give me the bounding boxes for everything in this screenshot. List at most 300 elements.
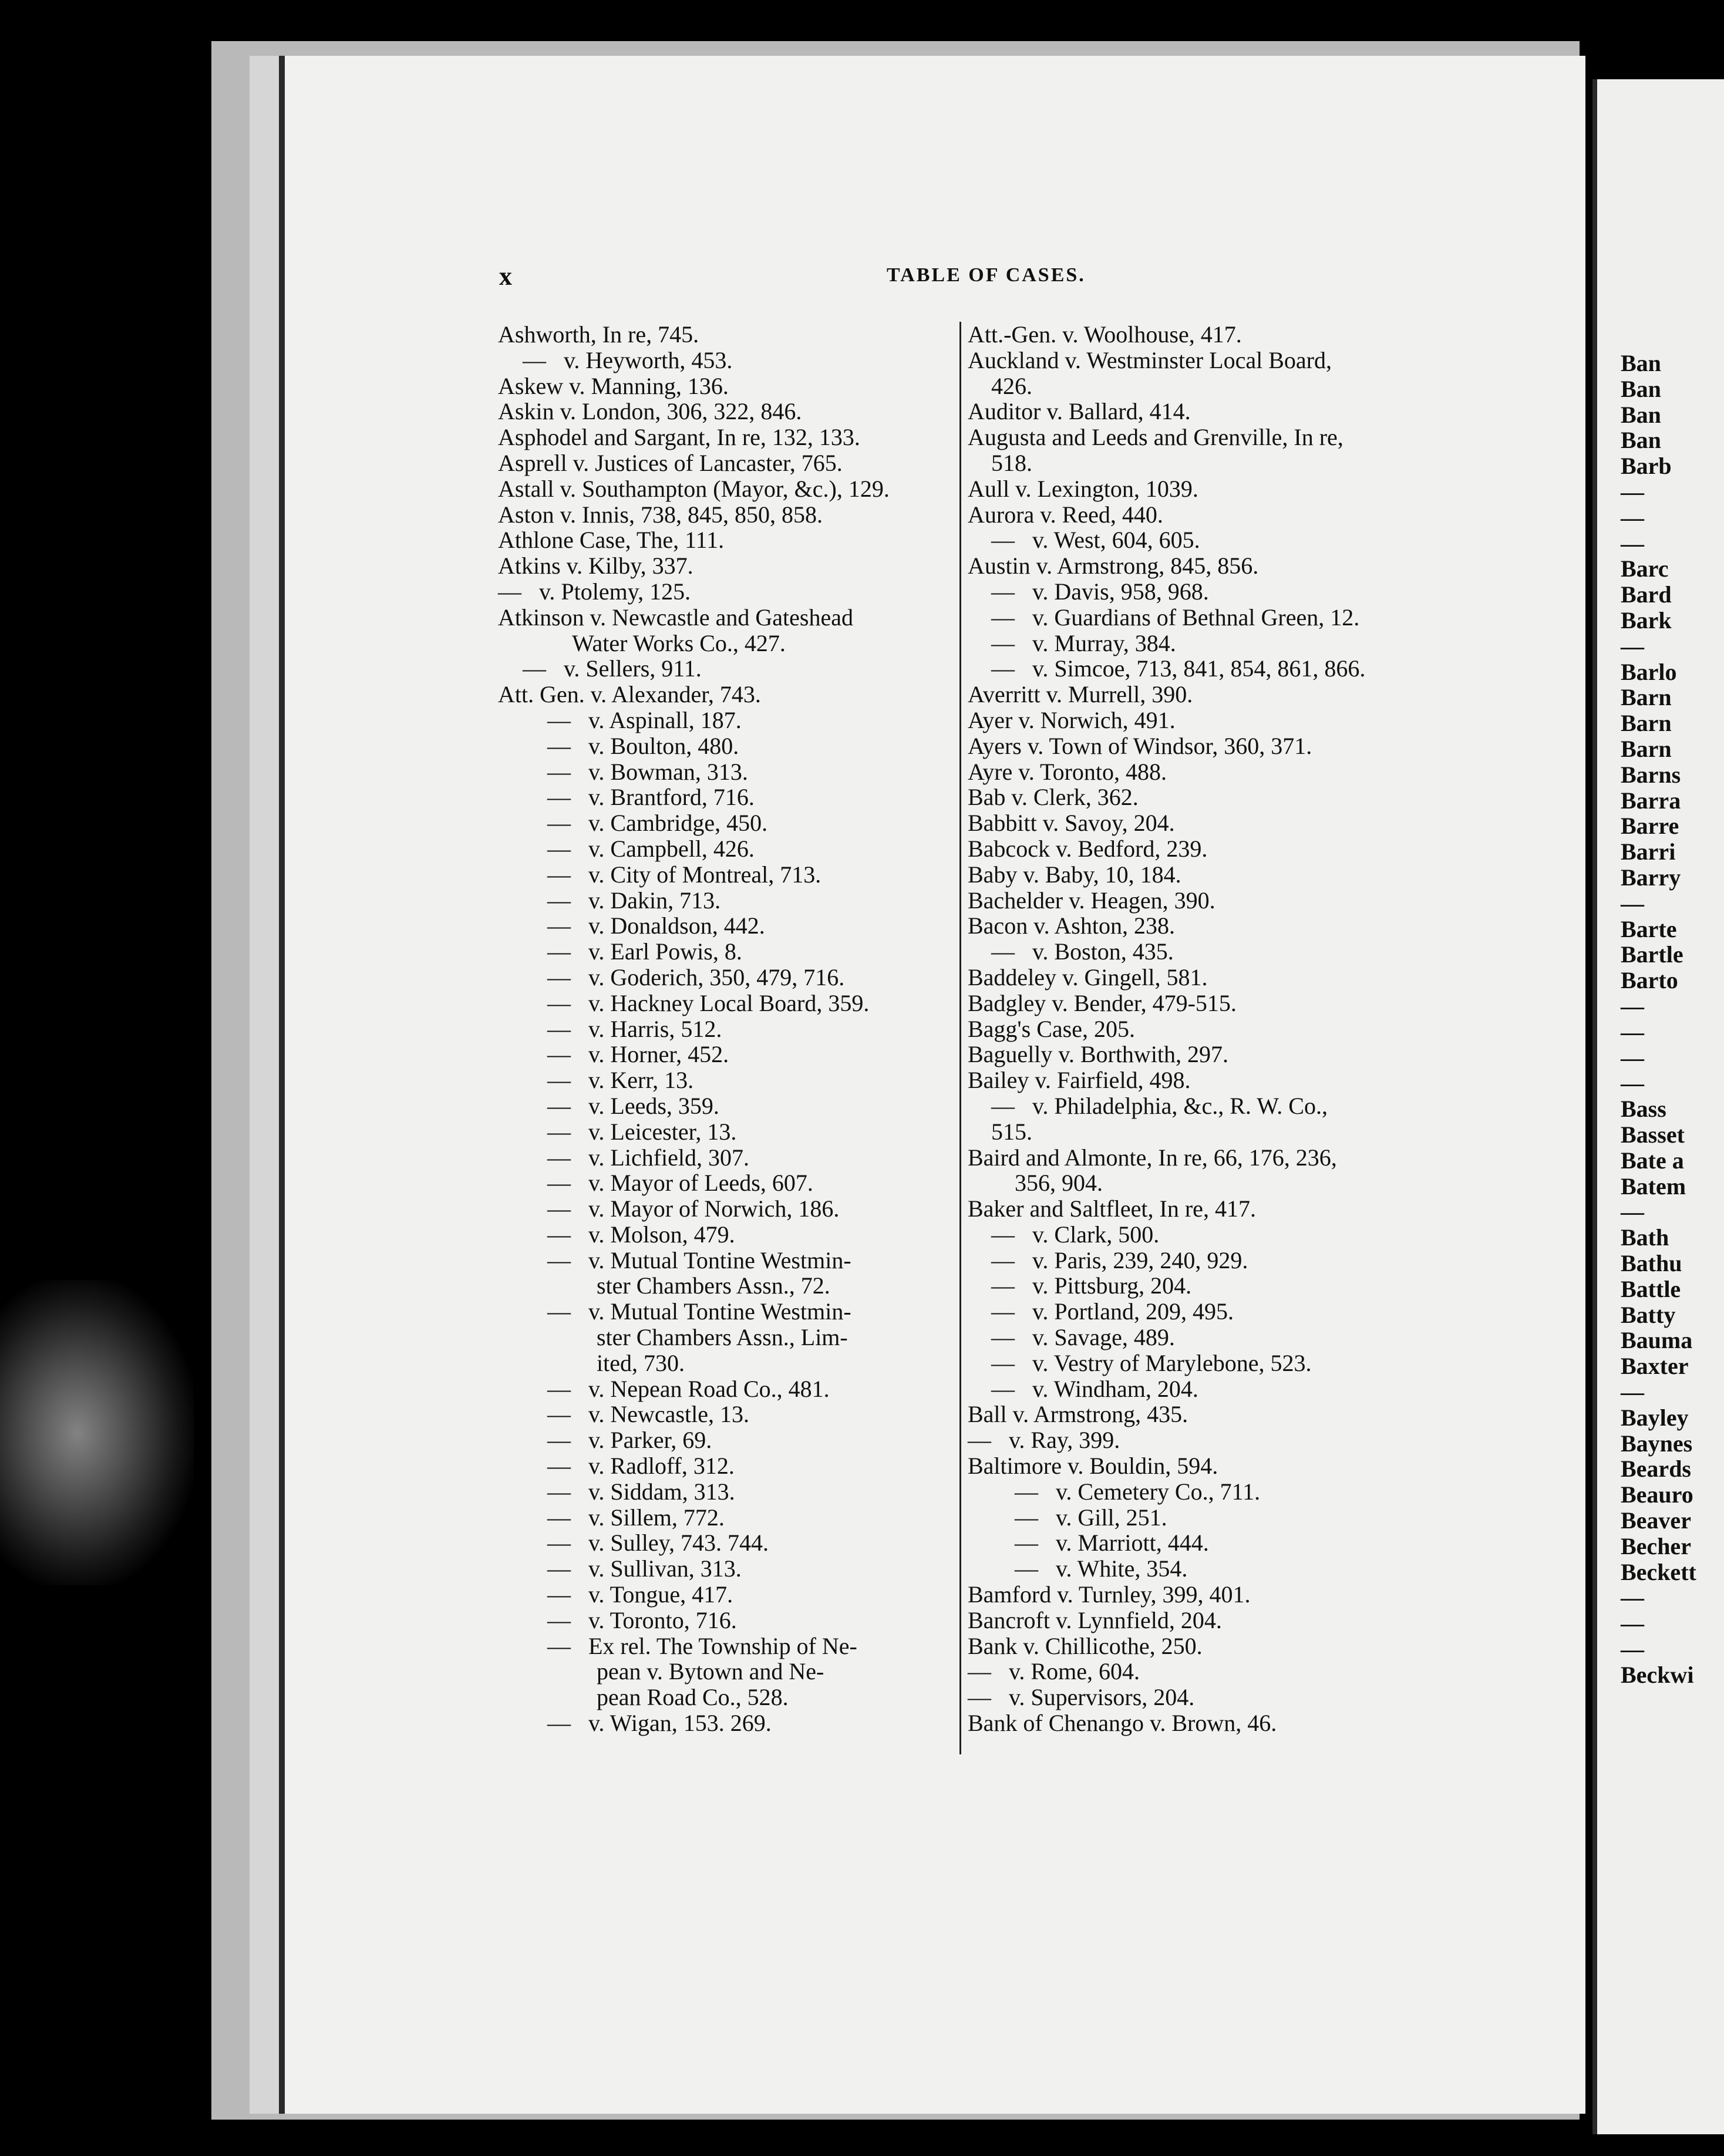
next-page-entry-fragment: Beckwi: [1621, 1661, 1694, 1688]
index-entry: [968, 1042, 1479, 1067]
next-page-entry-fragment: Barre: [1621, 813, 1679, 840]
entry-text: v. Pittsburg, 204.: [1032, 1272, 1192, 1299]
entry-text: v. Horner, 452.: [588, 1041, 729, 1068]
index-entry: [968, 913, 1479, 939]
entry-text: v. Rome, 604.: [1009, 1658, 1140, 1685]
entry-text: Ball v. Armstrong, 435.: [968, 1401, 1188, 1428]
index-entry: [968, 527, 1479, 553]
entry-text: Atkins v. Kilby, 337.: [498, 553, 693, 580]
index-entry: [968, 502, 1479, 528]
index-entry: [968, 836, 1479, 862]
entry-text: v. Sullivan, 313.: [588, 1555, 742, 1582]
index-entry: [968, 476, 1479, 502]
index-entry: [498, 1093, 968, 1119]
index-entry: [498, 1530, 968, 1556]
entry-text: v. Toronto, 716.: [588, 1606, 737, 1633]
ditto-dash: —: [1015, 1478, 1038, 1505]
index-entry: [498, 1325, 968, 1350]
index-entry: [968, 1093, 1479, 1119]
next-page-entry-fragment: Bartle: [1621, 941, 1683, 968]
entry-text: Austin v. Armstrong, 845, 856.: [968, 553, 1259, 580]
ditto-dash: —: [991, 1324, 1015, 1351]
ditto-dash: —: [547, 1632, 571, 1659]
index-entry: [498, 322, 968, 348]
index-entry: [968, 1376, 1479, 1402]
ditto-dash: —: [547, 1118, 571, 1145]
index-entry: [498, 1145, 968, 1171]
entry-text: v. Marriott, 444.: [1056, 1530, 1209, 1557]
entry-text: v. Sellers, 911.: [564, 655, 702, 682]
ditto-dash: —: [547, 1375, 571, 1402]
index-entry: [968, 939, 1479, 965]
index-entry: [968, 1016, 1479, 1042]
next-page-entry-fragment: —: [1621, 1018, 1644, 1045]
index-entry: [968, 1325, 1479, 1350]
entry-text: v. White, 354.: [1056, 1555, 1188, 1582]
ditto-dash: —: [1015, 1504, 1038, 1531]
index-entry: [498, 527, 968, 553]
ditto-dash: —: [991, 1247, 1015, 1274]
column-divider: [959, 322, 961, 1754]
entry-text: v. Mayor of Norwich, 186.: [588, 1195, 840, 1222]
index-entry: [498, 1479, 968, 1505]
entry-text: Badgley v. Bender, 479-515.: [968, 989, 1237, 1016]
next-page-entry-fragment: —: [1621, 1610, 1644, 1637]
index-entry: [968, 1170, 1479, 1196]
entry-text: v. Bowman, 313.: [588, 758, 748, 785]
entry-text: v. Newcastle, 13.: [588, 1401, 749, 1428]
ditto-dash: —: [991, 938, 1015, 965]
next-page-entry-fragment: —: [1621, 1636, 1644, 1662]
index-entry: [968, 1633, 1479, 1659]
entry-text: v. Vestry of Marylebone, 523.: [1032, 1349, 1312, 1376]
entry-text: v. Wigan, 153. 269.: [588, 1710, 772, 1737]
index-entry: [498, 373, 968, 399]
index-entry: [968, 1299, 1479, 1325]
next-page-entry-fragment: Basset: [1621, 1121, 1685, 1148]
entry-text: v. Kerr, 13.: [588, 1067, 694, 1094]
next-page-entry-fragment: Barns: [1621, 761, 1681, 788]
entry-text: v. Earl Powis, 8.: [588, 938, 742, 965]
ditto-dash: —: [547, 989, 571, 1016]
ditto-dash: —: [547, 1555, 571, 1582]
entry-text: v. Mutual Tontine Westmin-: [588, 1298, 851, 1325]
index-entry: [968, 1273, 1479, 1299]
next-page-entry-fragment: Bass: [1621, 1096, 1666, 1123]
entry-text: v. Simcoe, 713, 841, 854, 861, 866.: [1032, 655, 1366, 682]
index-entry: [498, 1273, 968, 1299]
entry-text: v. Clark, 500.: [1032, 1221, 1160, 1248]
ditto-dash: —: [991, 1221, 1015, 1248]
next-page-fragment: [1592, 79, 1724, 2134]
ditto-dash: —: [968, 1658, 991, 1685]
ditto-dash: —: [547, 835, 571, 862]
next-page-entry-fragment: Barra: [1621, 787, 1681, 814]
index-entry: [498, 348, 968, 373]
entry-text: v. Cemetery Co., 711.: [1056, 1478, 1261, 1505]
index-entry: [498, 502, 968, 528]
next-page-entry-fragment: Bayley: [1621, 1404, 1689, 1431]
ditto-dash: —: [547, 1170, 571, 1197]
index-entry: [498, 1067, 968, 1093]
ditto-dash: —: [547, 1221, 571, 1248]
entry-text: v. Harris, 512.: [588, 1015, 722, 1042]
index-entry: [498, 1042, 968, 1067]
entry-text: v. Sillem, 772.: [588, 1504, 725, 1531]
ditto-dash: —: [991, 578, 1015, 605]
entry-text: Baguelly v. Borthwith, 297.: [968, 1041, 1229, 1068]
entry-text: Baird and Almonte, In re, 66, 176, 236,: [968, 1144, 1337, 1171]
entry-text: Bank of Chenango v. Brown, 46.: [968, 1710, 1277, 1737]
next-page-entry-fragment: Barn: [1621, 736, 1672, 762]
next-page-entry-fragment: —: [1621, 479, 1644, 505]
ditto-dash: —: [498, 578, 521, 605]
entry-text: v. Guardians of Bethnal Green, 12.: [1032, 604, 1360, 631]
entry-text: v. Nepean Road Co., 481.: [588, 1375, 830, 1402]
index-entry: [498, 579, 968, 605]
entry-text: Baltimore v. Bouldin, 594.: [968, 1453, 1218, 1480]
entry-text: Auditor v. Ballard, 414.: [968, 398, 1191, 425]
index-entry: [968, 1530, 1479, 1556]
entry-text: v. Dakin, 713.: [588, 887, 721, 914]
next-page-entry-fragment: Ban: [1621, 401, 1661, 428]
ditto-dash: —: [523, 655, 546, 682]
next-page-entry-fragment: Bard: [1621, 581, 1672, 608]
ditto-dash: —: [1015, 1530, 1038, 1557]
index-entry: [968, 1222, 1479, 1248]
film-stain: [0, 1280, 194, 1585]
ditto-dash: —: [547, 1530, 571, 1557]
entry-text: Asprell v. Justices of Lancaster, 765.: [498, 449, 843, 476]
next-page-entry-fragment: Bauma: [1621, 1327, 1693, 1354]
ditto-dash: —: [991, 1272, 1015, 1299]
next-page-entry-fragment: Beauro: [1621, 1481, 1693, 1508]
next-page-entry-fragment: Ban: [1621, 375, 1661, 402]
index-entry: [498, 862, 968, 888]
next-page-entry-fragment: —: [1621, 1198, 1644, 1225]
index-entry: [968, 862, 1479, 888]
entry-text: Augusta and Leeds and Grenville, In re,: [968, 424, 1343, 451]
right-column: [968, 322, 1479, 1736]
next-page-entry-fragment: Barc: [1621, 555, 1669, 582]
entry-text: Ex rel. The Township of Ne-: [588, 1632, 857, 1659]
ditto-dash: —: [547, 1606, 571, 1633]
entry-text: ster Chambers Assn., Lim-: [597, 1324, 848, 1351]
ditto-dash: —: [968, 1684, 991, 1711]
entry-text: pean v. Bytown and Ne-: [597, 1658, 824, 1685]
index-entry: [968, 348, 1479, 373]
entry-text: Bab v. Clerk, 362.: [968, 784, 1139, 811]
index-entry: [498, 1299, 968, 1325]
index-entry: [968, 1427, 1479, 1453]
entry-text: Baker and Saltfleet, In re, 417.: [968, 1195, 1256, 1222]
next-page-entry-fragment: —: [1621, 632, 1644, 659]
index-entry: [498, 399, 968, 425]
index-entry: [968, 1248, 1479, 1274]
index-entry: [498, 939, 968, 965]
index-entry: [968, 991, 1479, 1016]
entry-text: 426.: [991, 372, 1032, 399]
entry-text: v. Mutual Tontine Westmin-: [588, 1247, 851, 1274]
entry-text: v. Sulley, 743. 744.: [588, 1530, 769, 1557]
ditto-dash: —: [991, 1092, 1015, 1119]
next-page-entry-fragment: —: [1621, 890, 1644, 917]
entry-text: 515.: [991, 1118, 1032, 1145]
ditto-dash: —: [547, 964, 571, 991]
next-page-entry-fragment: Barry: [1621, 864, 1681, 891]
entry-text: v. Mayor of Leeds, 607.: [588, 1170, 813, 1197]
index-entry: [498, 1659, 968, 1685]
ditto-dash: —: [547, 810, 571, 837]
entry-text: Asphodel and Sargant, In re, 132, 133.: [498, 424, 860, 451]
ditto-dash: —: [547, 938, 571, 965]
index-entry: [968, 373, 1479, 399]
entry-text: v. Siddam, 313.: [588, 1478, 735, 1505]
entry-text: Babbitt v. Savoy, 204.: [968, 810, 1175, 837]
next-page-entry-fragment: Batty: [1621, 1301, 1676, 1328]
ditto-dash: —: [547, 784, 571, 811]
index-entry: [498, 1453, 968, 1479]
next-page-entry-fragment: Becher: [1621, 1532, 1691, 1559]
index-entry: [968, 1710, 1479, 1736]
index-entry: [498, 1710, 968, 1736]
next-page-entry-fragment: Barn: [1621, 710, 1672, 737]
ditto-dash: —: [547, 1427, 571, 1454]
entry-text: v. Ray, 399.: [1009, 1427, 1120, 1454]
index-entry: [968, 1196, 1479, 1222]
entry-text: Bagg's Case, 205.: [968, 1015, 1135, 1042]
index-entry: [968, 1505, 1479, 1531]
entry-text: Bailey v. Fairfield, 498.: [968, 1067, 1191, 1094]
ditto-dash: —: [547, 1092, 571, 1119]
index-entry: [968, 1608, 1479, 1633]
entry-text: v. Parker, 69.: [588, 1427, 712, 1454]
next-page-entry-fragment: Bath: [1621, 1224, 1669, 1251]
ditto-dash: —: [547, 1298, 571, 1325]
next-page-entry-fragment: Barte: [1621, 915, 1677, 942]
ditto-dash: —: [547, 1041, 571, 1068]
entry-text: Baby v. Baby, 10, 184.: [968, 861, 1181, 888]
entry-text: v. Davis, 958, 968.: [1032, 578, 1209, 605]
index-entry: [498, 682, 968, 708]
ditto-dash: —: [547, 1478, 571, 1505]
entry-text: v. Goderich, 350, 479, 716.: [588, 964, 845, 991]
index-entry: [968, 1119, 1479, 1145]
entry-text: Aull v. Lexington, 1039.: [968, 475, 1198, 502]
entry-text: v. Lichfield, 307.: [588, 1144, 750, 1171]
index-entry: [498, 1119, 968, 1145]
index-entry: [968, 1556, 1479, 1582]
entry-text: Bank v. Chillicothe, 250.: [968, 1632, 1203, 1659]
ditto-dash: —: [991, 629, 1015, 656]
entry-text: v. Boulton, 480.: [588, 732, 739, 759]
index-entry: [498, 991, 968, 1016]
running-title: TABLE OF CASES.: [887, 264, 1086, 286]
next-page-entry-fragment: —: [1621, 1044, 1644, 1071]
ditto-dash: —: [991, 1298, 1015, 1325]
entry-text: Bamford v. Turnley, 399, 401.: [968, 1581, 1251, 1608]
index-entry: [968, 733, 1479, 759]
index-entry: [968, 450, 1479, 476]
index-entry: [968, 759, 1479, 785]
index-entry: [968, 579, 1479, 605]
index-entry: [498, 888, 968, 914]
entry-text: Aurora v. Reed, 440.: [968, 501, 1163, 528]
index-entry: [968, 1582, 1479, 1608]
next-page-entry-fragment: Beckett: [1621, 1558, 1696, 1585]
entry-text: v. Portland, 209, 495.: [1032, 1298, 1234, 1325]
entry-text: v. Aspinall, 187.: [588, 706, 742, 733]
index-entry: [498, 810, 968, 836]
entry-text: v. West, 604, 605.: [1032, 527, 1200, 554]
ditto-dash: —: [547, 1504, 571, 1531]
entry-text: Ashworth, In re, 745.: [498, 321, 699, 348]
entry-text: v. Boston, 435.: [1032, 938, 1174, 965]
ditto-dash: —: [991, 655, 1015, 682]
index-entry: [498, 656, 968, 682]
entry-text: ited, 730.: [597, 1349, 685, 1376]
ditto-dash: —: [991, 1349, 1015, 1376]
index-entry: [968, 965, 1479, 991]
entry-text: Babcock v. Bedford, 239.: [968, 835, 1208, 862]
index-entry: [498, 784, 968, 810]
entry-text: v. Supervisors, 204.: [1009, 1684, 1195, 1711]
index-entry: [968, 784, 1479, 810]
ditto-dash: —: [523, 346, 546, 373]
entry-text: v. Molson, 479.: [588, 1221, 735, 1248]
next-page-entry-fragment: Baxter: [1621, 1353, 1689, 1380]
ditto-dash: —: [547, 1581, 571, 1608]
index-entry: [968, 1659, 1479, 1685]
ditto-dash: —: [547, 887, 571, 914]
next-page-entry-fragment: Beaver: [1621, 1507, 1691, 1534]
entry-text: Auckland v. Westminster Local Board,: [968, 346, 1332, 373]
entry-text: v. Brantford, 716.: [588, 784, 755, 811]
entry-text: v. Campbell, 426.: [588, 835, 755, 862]
index-entry: [498, 1582, 968, 1608]
index-entry: [968, 631, 1479, 656]
entry-text: v. Donaldson, 442.: [588, 912, 765, 939]
entry-text: Askin v. London, 306, 322, 846.: [498, 398, 802, 425]
next-page-entry-fragment: Barn: [1621, 684, 1672, 711]
ditto-dash: —: [547, 1015, 571, 1042]
next-page-entry-fragment: Bate a: [1621, 1147, 1684, 1174]
entry-text: Averritt v. Murrell, 390.: [968, 681, 1193, 708]
index-entry: [968, 810, 1479, 836]
index-entry: [498, 1402, 968, 1427]
index-entry: [968, 425, 1479, 450]
entry-text: v. Savage, 489.: [1032, 1324, 1175, 1351]
page-number: x: [499, 262, 512, 291]
index-entry: [968, 1350, 1479, 1376]
ditto-dash: —: [547, 1401, 571, 1428]
entry-text: Atkinson v. Newcastle and Gateshead: [498, 604, 853, 631]
entry-text: pean Road Co., 528.: [597, 1684, 789, 1711]
next-page-entry-fragment: Ban: [1621, 427, 1661, 454]
index-entry: [498, 1633, 968, 1659]
left-column: [498, 322, 968, 1736]
ditto-dash: —: [547, 1453, 571, 1480]
index-entry: [498, 450, 968, 476]
index-entry: [968, 322, 1479, 348]
index-entry: [498, 1685, 968, 1710]
entry-text: Att.-Gen. v. Woolhouse, 417.: [968, 321, 1242, 348]
next-page-entry-fragment: Battle: [1621, 1275, 1681, 1302]
index-entry: [968, 1685, 1479, 1710]
entry-text: ster Chambers Assn., 72.: [597, 1272, 830, 1299]
index-entry: [968, 1479, 1479, 1505]
entry-text: Bacon v. Ashton, 238.: [968, 912, 1175, 939]
index-entry: [968, 1402, 1479, 1427]
entry-text: v. Philadelphia, &c., R. W. Co.,: [1032, 1092, 1328, 1119]
next-page-entry-fragment: Barto: [1621, 967, 1678, 994]
next-page-entry-fragment: —: [1621, 504, 1644, 531]
next-page-entry-fragment: Beards: [1621, 1456, 1691, 1483]
index-entry: [498, 1427, 968, 1453]
next-page-entry-fragment: Bathu: [1621, 1250, 1682, 1276]
ditto-dash: —: [547, 1067, 571, 1094]
next-page-entry-fragment: —: [1621, 1584, 1644, 1611]
next-page-entry-fragment: —: [1621, 1070, 1644, 1097]
index-entry: [498, 1248, 968, 1274]
entry-text: v. Leicester, 13.: [588, 1118, 737, 1145]
next-page-entry-fragment: Batem: [1621, 1173, 1686, 1200]
entry-text: Athlone Case, The, 111.: [498, 527, 725, 554]
ditto-dash: —: [991, 604, 1015, 631]
index-entry: [498, 1170, 968, 1196]
entry-text: Askew v. Manning, 136.: [498, 372, 729, 399]
ditto-dash: —: [547, 758, 571, 785]
next-page-entry-fragment: Ban: [1621, 350, 1661, 376]
entry-text: Ayre v. Toronto, 488.: [968, 758, 1167, 785]
index-entry: [498, 1350, 968, 1376]
index-entry: [498, 913, 968, 939]
index-entry: [498, 1016, 968, 1042]
entry-text: v. Murray, 384.: [1032, 629, 1176, 656]
index-entry: [498, 1376, 968, 1402]
index-entry: [498, 759, 968, 785]
index-entry: [968, 399, 1479, 425]
ditto-dash: —: [547, 861, 571, 888]
entry-text: 356, 904.: [1015, 1170, 1103, 1197]
index-entry: [968, 888, 1479, 914]
index-entry: [498, 1222, 968, 1248]
index-entry: [968, 1145, 1479, 1171]
next-page-entry-fragment: Baynes: [1621, 1430, 1693, 1457]
ditto-dash: —: [547, 1195, 571, 1222]
entry-text: Bancroft v. Lynnfield, 204.: [968, 1606, 1222, 1633]
index-entry: [498, 476, 968, 502]
entry-text: Bachelder v. Heagen, 390.: [968, 887, 1215, 914]
index-entry: [498, 708, 968, 733]
index-entry: [968, 605, 1479, 631]
entry-text: Water Works Co., 427.: [572, 629, 786, 656]
entry-text: v. City of Montreal, 713.: [588, 861, 821, 888]
ditto-dash: —: [547, 732, 571, 759]
entry-text: Astall v. Southampton (Mayor, &c.), 129.: [498, 475, 890, 502]
entry-text: Ayers v. Town of Windsor, 360, 371.: [968, 732, 1312, 759]
ditto-dash: —: [991, 527, 1015, 554]
ditto-dash: —: [991, 1375, 1015, 1402]
entry-text: v. Tongue, 417.: [588, 1581, 733, 1608]
index-entry: [498, 1505, 968, 1531]
entry-text: v. Gill, 251.: [1056, 1504, 1167, 1531]
entry-text: 518.: [991, 449, 1032, 476]
entry-text: Att. Gen. v. Alexander, 743.: [498, 681, 761, 708]
ditto-dash: —: [968, 1427, 991, 1454]
index-entry: [968, 682, 1479, 708]
entry-text: v. Leeds, 359.: [588, 1092, 719, 1119]
